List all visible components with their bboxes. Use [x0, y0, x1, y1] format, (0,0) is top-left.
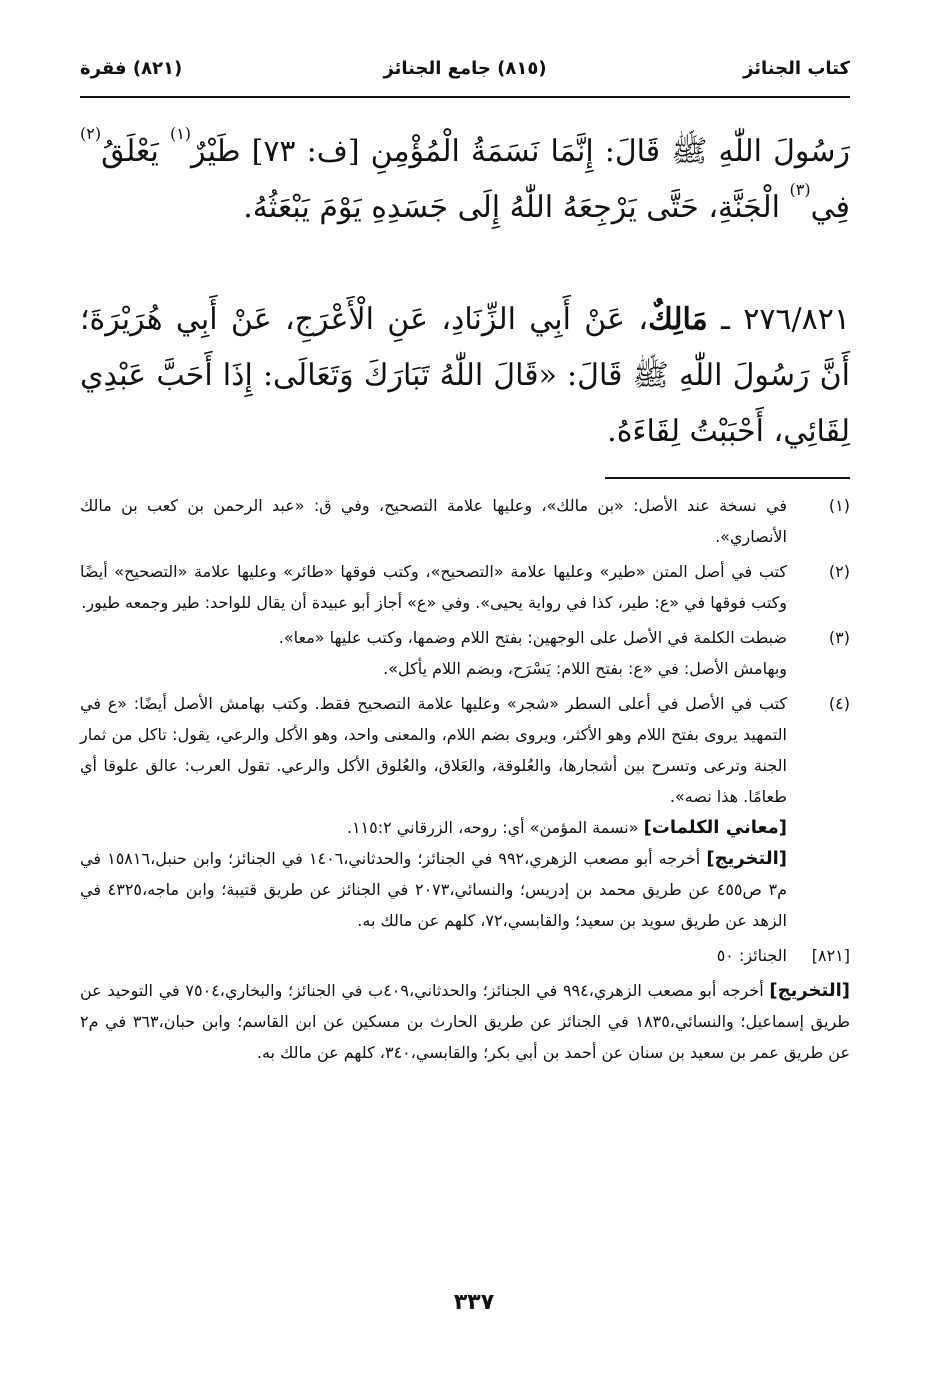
header-book-title: كتاب الجنائز — [743, 58, 850, 79]
word-meanings — [80, 812, 787, 843]
hadith-text: ، عَنْ أَبِي الزِّنَادِ، عَنِ الْأَعْرَجِ، عَنْ أَبِي هُرَيْرَةَ؛ أَنَّ رَسُولَ اللّٰهِ ﷺ قَالَ: «قَالَ اللّٰهُ تَبَارَكَ وَتَعَالَى: إِذَا أَحَبَّ عَبْدِي لِقَائِي، أَحْبَبْتُ لِقَاءَهُ. — [80, 302, 850, 449]
header-chapter-title: (٨١٥) جامع الجنائز — [383, 58, 547, 79]
text-segment: الْجَنَّةِ، حَتَّى يَرْجِعَهُ اللّٰهُ إِلَى جَسَدِهِ يَوْمَ يَبْعَثُهُ. — [243, 190, 790, 225]
entry-text: الجنائز: ٥٠ — [716, 946, 787, 965]
hadith-reference-number: ٢٧٦/٨٢١ ـ — [721, 302, 850, 337]
text-segment: فِي — [810, 190, 850, 225]
header-divider — [80, 96, 850, 98]
footnote-ref[interactable]: (٣) — [789, 180, 811, 199]
page-number: ٣٣٧ — [453, 1290, 495, 1315]
narrator-name: مَالِكٌ — [648, 302, 708, 337]
footnote — [80, 622, 850, 684]
footnote-separator — [605, 477, 850, 479]
takhrij-label: [التخريج] — [769, 980, 851, 1001]
footnote — [80, 556, 850, 618]
entry-number: [٨٢١] — [811, 946, 850, 965]
footnote-ref[interactable]: (١) — [169, 124, 192, 143]
entry-821 — [80, 940, 850, 971]
footnote-text: في نسخة عند الأصل: «بن مالك»، وعليها علامة التصحيح، وفي ق: «عبد الرحمن بن كعب بن مالك الأنصاري». — [80, 496, 787, 546]
footnote — [80, 688, 850, 936]
footnote — [80, 490, 850, 552]
takhrij-text: أخرجه أبو مصعب الزهري،٩٩٢ في الجنائز؛ والحدثاني،١٤٠٦ في الجنائز؛ وابن حنبل،١٥٨١٦ في م٣ ص٤٥٥ عن طريق محمد بن إدريس؛ والنسائي،٢٠٧٣ في الجنائز عن طريق قتيبة؛ وابن ماجه،٤٣٢٥ في الزهد عن طريق سويد بن سعيد؛ والقابسي،٧٢، كلهم عن مالك به. — [80, 849, 787, 930]
text-segment: يَعْلَقُ — [101, 134, 170, 169]
takhrij-block — [80, 843, 787, 936]
hadith-text-block — [80, 292, 850, 460]
takhrij-block — [80, 975, 850, 1068]
footnote-number: (١) — [828, 496, 850, 515]
hadith-821 — [80, 292, 850, 460]
footnote-ref[interactable]: (٢) — [80, 124, 102, 143]
main-text-continuation — [80, 124, 850, 236]
footnote-number: (٢) — [828, 562, 850, 581]
takhrij-821 — [80, 975, 850, 1068]
takhrij-label: [التخريج] — [706, 848, 788, 869]
footnote-text-continued: وبهامش الأصل: في «ع: بفتح اللام: يَسْرَح، وبضم اللام يأكل». — [383, 659, 787, 678]
text-segment: رَسُولَ اللّٰهِ ﷺ قَالَ: إِنَّمَا نَسَمَةُ الْمُؤْمِنِ [ف: ٧٣] طَيْرٌ — [191, 134, 851, 169]
footnotes-section — [80, 490, 850, 1072]
footnote-text: ضبطت الكلمة في الأصل على الوجهين: بفتح اللام وضمها، وكتب عليها «معا». — [278, 628, 787, 647]
takhrij-text: أخرجه أبو مصعب الزهري،٩٩٤ في الجنائز؛ والحدثاني،٤٠٩ب في الجنائز؛ والبخاري،٧٥٠٤ في التوحيد عن طريق إسماعيل؛ والنسائي،١٨٣٥ في الجنائز عن طريق الحارث بن مسكين عن ابن القاسم؛ وابن حبان،٣٦٣ في م٢ عن طريق عمر بن سعيد بن سنان عن أحمد بن أبي بكر؛ والقابسي،٣٤٠، كلهم عن مالك به. — [80, 981, 851, 1062]
header-paragraph-number: (٨٢١) فقرة — [80, 58, 183, 79]
hadith-text-block — [80, 124, 850, 236]
footnote-text: كتب في الأصل في أعلى السطر «شجر» وعليها علامة التصحيح فقط. وكتب بهامش الأصل أيضًا: «ع في التمهيد يروى بفتح اللام وهو الأكثر، ويروى بضم اللام، والمعنى واحد، وهو الأكل والرعي، يقول: تاكل من ثمار الجنة وترعى وتسرح بين أشجارها، والعُلوقة، والعَلاق، والعُلوق الأكل والرعي. تقول العرب: عالق علوقا أي طعامًا. هذا نصه». — [80, 694, 787, 806]
running-header — [80, 52, 850, 88]
word-meanings-label: [معاني الكلمات] — [643, 817, 787, 838]
footnote-text: كتب في أصل المتن «طير» وعليها علامة «التصحيح»، وكتب فوقها «طائر» وعليها علامة «التصحيح» أيضًا وكتب فوقها في «ع: طير، كذا في رواية يحيى». وفي «ع» أجاز أبو عبيدة أن يقال للواحد: طير وجمعه طيور. — [80, 562, 787, 612]
footnote-number: (٤) — [828, 694, 850, 713]
footnote-number: (٣) — [828, 628, 850, 647]
word-meanings-text: «نسمة المؤمن» أي: روحه، الزرقاني ١١٥:٢. — [346, 818, 644, 837]
